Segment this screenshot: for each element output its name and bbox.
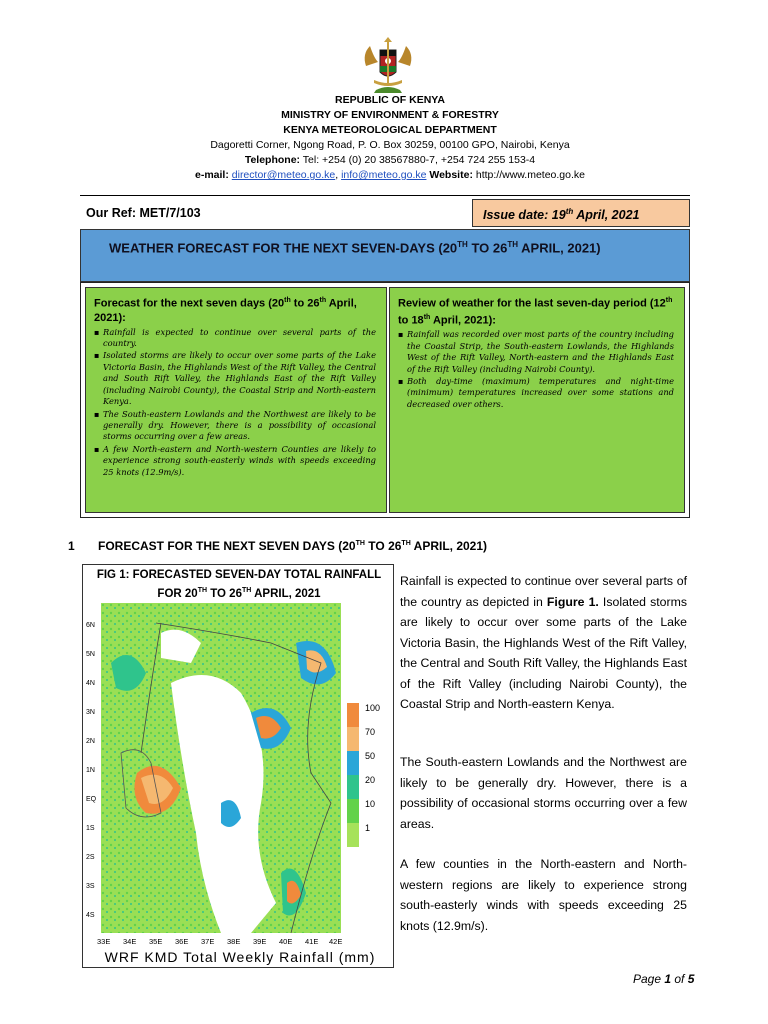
legend-swatch — [347, 799, 359, 823]
figure-title — [83, 568, 395, 602]
legend-label: 70 — [365, 727, 376, 737]
section-heading-part: FORECAST FOR THE NEXT SEVEN DAYS (20 — [98, 539, 356, 553]
heading-sup: th — [665, 297, 673, 304]
lon-label: 42E — [329, 937, 343, 946]
department-heading: KENYA METEOROLOGICAL DEPARTMENT — [283, 124, 497, 136]
heading-part: April, 2021): — [430, 314, 496, 327]
review-summary-box — [389, 287, 685, 513]
lon-label: 33E — [97, 937, 111, 946]
paragraph-text: Rainfall is expected to continue over several parts of the country as depicted in — [400, 574, 687, 609]
list-item: ▪ Isolated storms are likely to occur over some parts of the Lake Victoria Basin, the Highlands West of the Rift Valley, the Central and South Rift Valley, the Highlands East of the Rift Valley (including Nairobi County), the Coastal Strip and North-eastern Kenya. — [94, 350, 376, 407]
address-line: Dagoretti Corner, Ngong Road, P. O. Box 30259, 00100 GPO, Nairobi, Kenya — [210, 139, 570, 151]
lon-label: 36E — [175, 937, 189, 946]
list-item: ▪ Rainfall was recorded over most parts of the country including the Coastal Strip, the South-eastern Lowlands, the Highlands West of the Rift Valley, North-eastern and the Highlands East of the Rift Valley (including Nairobi County). — [398, 329, 674, 375]
page-number — [633, 972, 694, 986]
legend-swatch — [347, 751, 359, 775]
lon-label: 38E — [227, 937, 241, 946]
legend-label: 100 — [365, 703, 381, 713]
paragraph-text: Isolated storms are likely to occur over some parts of the Lake Victoria Basin, the Highlands West of the Rift Valley, the Central and South Rift Valley, the Highlands East of the Rift Valley (including Nairobi County), the Coastal Strip and North-eastern Kenya. — [400, 594, 687, 711]
figure-reference: Figure 1. — [546, 594, 599, 609]
legend-label: 1 — [365, 823, 371, 833]
email-label: e-mail: — [195, 169, 229, 181]
legend-label: 20 — [365, 775, 376, 785]
lat-label: 2S — [86, 854, 95, 861]
figure-title-sup: TH — [197, 587, 208, 594]
heading-part: April, 2021): — [94, 297, 357, 324]
summary-table — [80, 282, 690, 518]
telephone-label: Telephone: — [244, 154, 301, 166]
title-part: APRIL, 2021) — [518, 240, 601, 256]
header-divider — [80, 195, 690, 196]
legend-label: 10 — [365, 799, 376, 809]
heading-sup: th — [423, 313, 431, 321]
lat-label: 4S — [86, 912, 95, 919]
lon-label: 41E — [305, 937, 319, 946]
longitude-labels — [97, 937, 342, 946]
latitude-labels — [86, 622, 97, 919]
email-link-director[interactable]: director@meteo.go.ke — [231, 169, 336, 181]
kenya-coat-of-arms-icon — [356, 36, 420, 94]
figure-title-part: TO 26 — [207, 587, 242, 600]
lat-label: 3S — [86, 883, 95, 890]
legend-swatch — [347, 823, 359, 847]
forecast-paragraph-1 — [400, 571, 687, 715]
title-sup: TH — [507, 240, 519, 249]
figure-title-line — [83, 583, 395, 602]
lon-label: 37E — [201, 937, 215, 946]
forecast-title-banner — [80, 229, 690, 282]
title-sup: TH — [457, 240, 468, 249]
page-label: Page — [633, 972, 665, 986]
lat-label: 2N — [86, 738, 95, 745]
forecast-summary-box — [85, 287, 387, 513]
figure-title-sup: TH — [241, 587, 252, 594]
contact-line — [80, 168, 700, 183]
republic-heading: REPUBLIC OF KENYA — [335, 94, 445, 106]
heading-part: Forecast for the next seven days (20 — [94, 297, 285, 310]
legend-swatch — [347, 727, 359, 751]
telephone-value: Tel: +254 (0) 20 38567880-7, +254 724 255 153-4 — [300, 154, 536, 166]
telephone-line — [80, 153, 700, 168]
section-number: 1 — [68, 539, 75, 553]
section-heading-sup: TH — [355, 540, 365, 547]
forecast-paragraph-2: The South-eastern Lowlands and the Northwest are likely to be generally dry. However, there is a possibility of occasional storms occurring over a few areas. — [400, 755, 687, 831]
section-heading-sup: TH — [401, 540, 411, 547]
list-item: ▪ The South-eastern Lowlands and the Northwest are likely to be generally dry. However, there is a possibility of occasional storms occurring over a few areas. — [94, 409, 376, 443]
legend-label: 50 — [365, 751, 376, 761]
email-separator: , — [335, 169, 342, 181]
issue-date-sup: th — [565, 207, 574, 216]
title-part: TO 26 — [467, 240, 508, 256]
lon-label: 35E — [149, 937, 163, 946]
heading-part: to 18 — [398, 314, 424, 327]
lon-label: 34E — [123, 937, 137, 946]
legend-swatch — [347, 703, 359, 727]
forecast-summary-heading — [94, 294, 376, 325]
figure-title-part: APRIL, 2021 — [251, 587, 321, 600]
title-part: WEATHER FORECAST FOR THE NEXT SEVEN-DAYS (20 — [109, 240, 458, 256]
heading-part: to 26 — [290, 297, 320, 310]
heading-sup: th — [319, 297, 327, 304]
reference-number: Our Ref: MET/7/103 — [86, 206, 201, 220]
legend-swatch — [347, 775, 359, 799]
rainfall-map — [86, 603, 393, 949]
page-total: 5 — [687, 972, 695, 986]
rainfall-forecast-figure — [82, 564, 394, 968]
lat-label: 1N — [86, 767, 95, 774]
forecast-paragraph-3: A few counties in the North-eastern and North-western regions are likely to experience strong south-easterly winds with speeds exceeding 25 knots (12.9m/s). — [400, 857, 687, 933]
issue-date-box — [472, 199, 690, 227]
website-label: Website: — [426, 169, 473, 181]
review-bullets — [398, 329, 674, 410]
lat-label: 6N — [86, 622, 95, 629]
section-heading — [98, 539, 487, 553]
heading-part: Review of weather for the last seven-day period (12 — [398, 297, 666, 310]
list-item: ▪ Rainfall is expected to continue over several parts of the country. — [94, 327, 376, 350]
section-heading-part: APRIL, 2021) — [410, 539, 488, 553]
page-current: 1 — [664, 972, 672, 986]
forecast-bullets — [94, 327, 376, 478]
lat-label: EQ — [86, 796, 97, 803]
website-link[interactable]: http://www.meteo.go.ke — [472, 169, 585, 181]
lon-label: 40E — [279, 937, 293, 946]
lat-label: 5N — [86, 651, 95, 658]
list-item: ▪ Both day-time (maximum) temperatures and night-time (minimum) temperatures increased over some stations and decreased over others. — [398, 376, 674, 410]
rainfall-legend — [347, 703, 380, 847]
issue-date-prefix: Issue date: 19 — [483, 208, 566, 223]
ministry-heading: MINISTRY OF ENVIRONMENT & FORESTRY — [281, 109, 499, 121]
lat-label: 3N — [86, 709, 95, 716]
lat-label: 4N — [86, 680, 95, 687]
figure-title-part: FOR 20 — [157, 587, 198, 600]
issue-date-suffix: April, 2021 — [573, 208, 640, 223]
figure-caption: WRF KMD Total Weekly Rainfall (mm) — [104, 949, 376, 965]
review-summary-heading — [398, 294, 674, 327]
section-heading-part: TO 26 — [364, 539, 402, 553]
page-of: of — [671, 972, 688, 986]
forecast-title — [109, 240, 601, 255]
figure-title-line: FIG 1: FORECASTED SEVEN-DAY TOTAL RAINFALL — [96, 569, 382, 581]
email-link-info[interactable]: info@meteo.go.ke — [341, 169, 427, 181]
list-item: ▪ A few North-eastern and North-western Counties are likely to experience strong south-easterly winds with speeds exceeding 25 knots (12.9m/s). — [94, 444, 376, 478]
heading-sup: th — [284, 297, 291, 304]
lon-label: 39E — [253, 937, 267, 946]
lat-label: 1S — [86, 825, 95, 832]
